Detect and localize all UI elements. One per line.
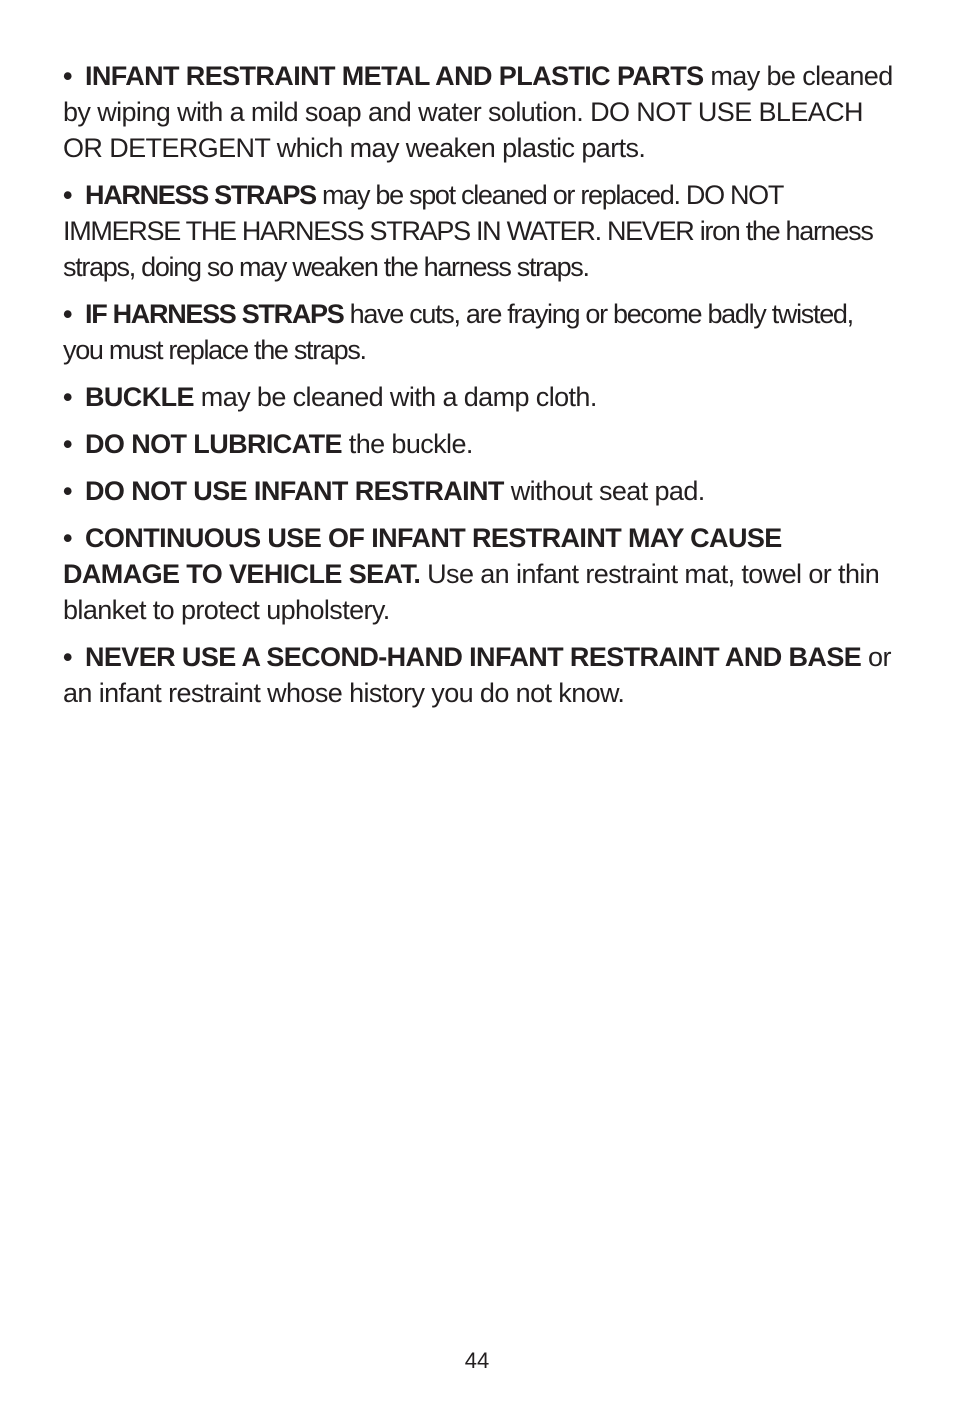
list-item <box>63 58 893 166</box>
list-item <box>63 379 893 415</box>
bullet-icon: • <box>63 180 72 210</box>
bullet-icon: • <box>63 299 72 329</box>
list-item <box>63 520 893 628</box>
item-heading: DO NOT USE INFANT RESTRAINT <box>85 476 504 506</box>
list-item <box>63 639 893 711</box>
page-number: 44 <box>464 1348 490 1373</box>
item-text: may be cleaned by wiping with a mild soap and water solution. DO NOT USE BLEACH OR DETERGENT which may weaken plastic parts. <box>63 61 893 163</box>
list-item <box>63 426 893 462</box>
bullet-icon: • <box>63 476 72 506</box>
list-item <box>63 296 893 368</box>
bullet-icon: • <box>63 642 72 672</box>
list-item <box>63 177 893 285</box>
bullet-icon: • <box>63 61 72 91</box>
item-text: Use an infant restraint mat, towel or thin blanket to protect upholstery. <box>63 559 880 625</box>
item-heading: HARNESS STRAPS <box>85 180 316 210</box>
item-text: the buckle. <box>341 429 473 459</box>
bullet-icon: • <box>63 382 72 412</box>
item-text: may be cleaned with a damp cloth. <box>193 382 597 412</box>
item-text: may be spot cleaned or replaced. DO NOT IMMERSE THE HARNESS STRAPS IN WATER. NEVER iron the harness straps, doing so may weaken the harness straps. <box>63 180 873 282</box>
item-heading: NEVER USE A SECOND-HAND INFANT RESTRAINT AND BASE <box>85 642 862 672</box>
item-text: without seat pad. <box>503 476 705 506</box>
bullet-icon: • <box>63 523 72 553</box>
bullet-icon: • <box>63 429 72 459</box>
care-instructions-list <box>63 58 893 722</box>
item-heading: BUCKLE <box>85 382 194 412</box>
item-text: have cuts, are fraying or become badly twisted, you must replace the straps. <box>63 299 853 365</box>
list-item <box>63 473 893 509</box>
item-text: or an infant restraint whose history you do not know. <box>63 642 891 708</box>
item-heading: IF HARNESS STRAPS <box>85 299 344 329</box>
item-heading: DO NOT LUBRICATE <box>85 429 342 459</box>
item-heading: INFANT RESTRAINT METAL AND PLASTIC PARTS <box>85 61 704 91</box>
item-heading: CONTINUOUS USE OF INFANT RESTRAINT MAY CAUSE DAMAGE TO VEHICLE SEAT. <box>63 523 782 589</box>
